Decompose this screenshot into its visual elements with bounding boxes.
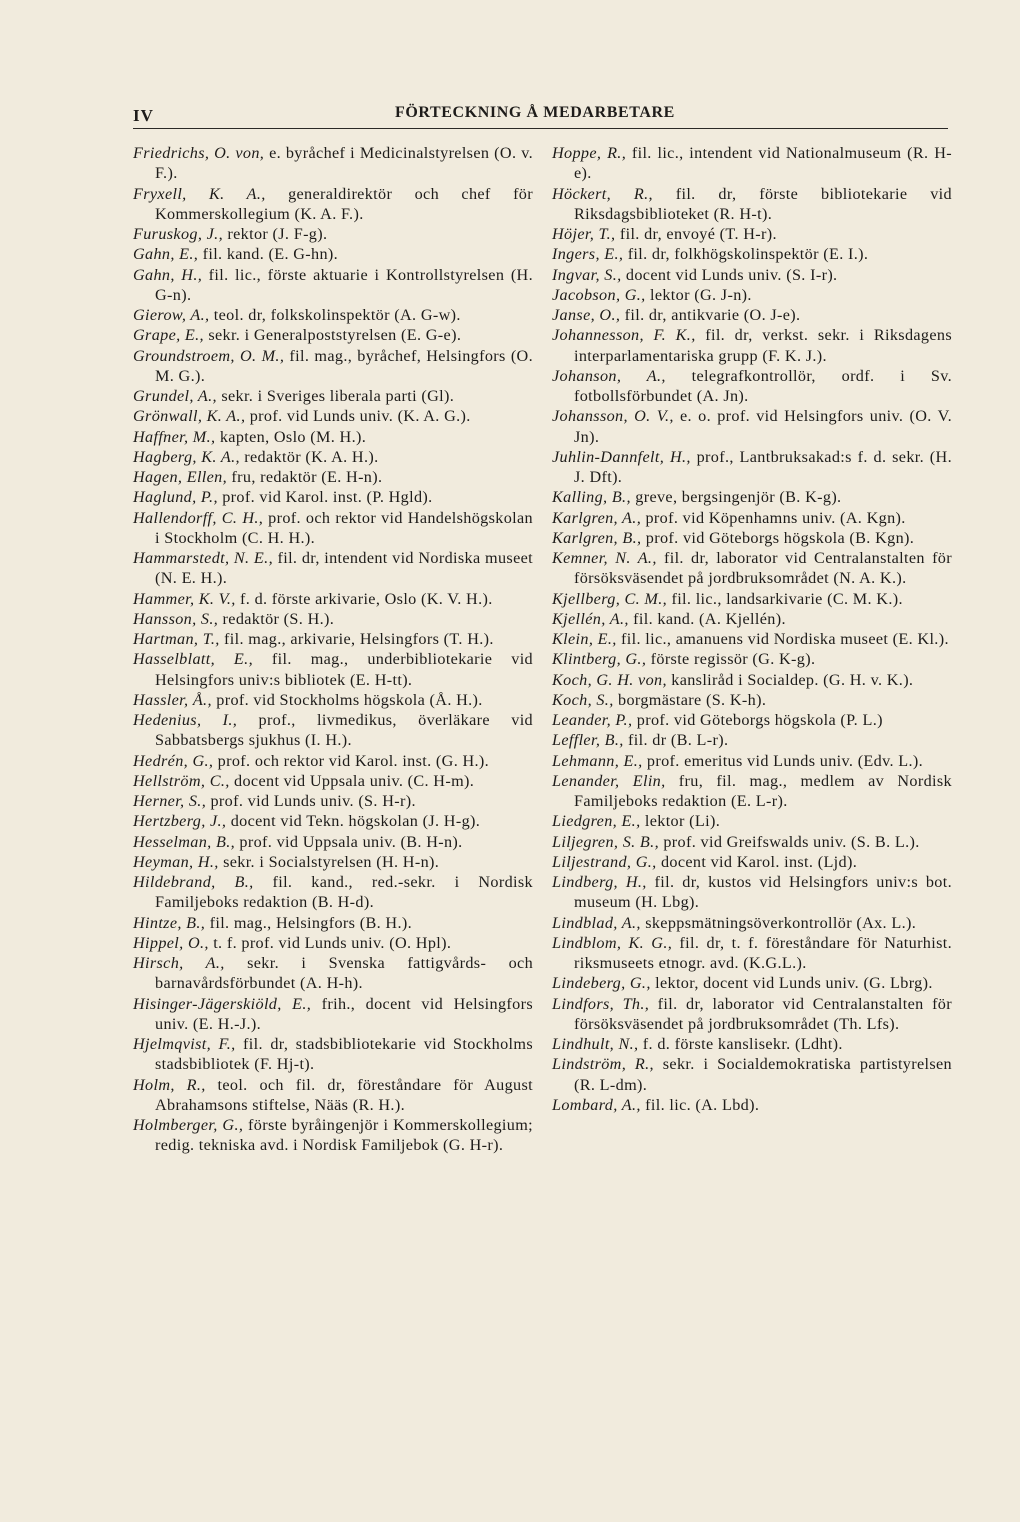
contributor-details: prof. vid Lunds univ. (K. A. G.). [245, 407, 471, 426]
contributor-details: lektor (Li). [640, 812, 721, 831]
contributor-entry [552, 649, 952, 669]
contributor-name: Liljestrand, G., [552, 852, 657, 871]
contributor-details: prof., Lantbruksakad:s f. d. sekr. (H. J. Dft). [574, 447, 952, 486]
contributor-details: prof. vid Göteborgs högskola (B. Kgn). [641, 528, 915, 547]
contributor-details: prof. vid Greifswalds univ. (S. B. L.). [658, 832, 920, 851]
contributor-name: Hasselblatt, E., [133, 650, 253, 669]
contributor-details: sekr. i Socialdemokratiska partistyrelsen (R. L-dm). [574, 1055, 952, 1094]
contributor-name: Kjellberg, C. M., [552, 589, 668, 608]
contributor-name: Gahn, H., [133, 265, 203, 284]
contributor-entry [133, 406, 533, 426]
contributor-name: Kemner, N. A., [552, 549, 657, 567]
contributor-name: Hertzberg, J., [133, 812, 227, 831]
contributor-entry [133, 609, 533, 629]
contributor-details: redaktör (S. H.). [218, 609, 335, 628]
contributor-entry [552, 143, 952, 184]
contributor-details: fil. dr, intendent vid Nordiska museet (N. E. H.). [155, 549, 533, 588]
page-number: IV [133, 106, 154, 125]
contributor-entry [552, 508, 952, 528]
contributor-details: fil. dr, laborator vid Centralanstalten för försöksväsendet på jordbruksområdet (Th. Lfs). [574, 994, 952, 1033]
contributor-details: fil. dr, antikvarie (O. J-e). [620, 306, 801, 324]
contributor-entry [133, 325, 533, 345]
contributor-name: Hedenius, I., [133, 711, 238, 729]
contributor-name: Hagberg, K. A., [133, 447, 240, 466]
contributor-entry [133, 508, 533, 549]
contributor-details: prof. vid Göteborgs högskola (P. L.) [632, 711, 883, 729]
contributor-name: Koch, G. H. von, [552, 670, 667, 689]
contributor-name: Leffler, B., [552, 731, 624, 750]
right-column [552, 143, 952, 1115]
contributor-name: Ingers, E., [552, 245, 624, 264]
contributor-name: Ingvar, S., [552, 265, 622, 284]
contributor-entry [133, 548, 533, 589]
contributor-name: Karlgren, B., [552, 528, 642, 547]
contributor-entry [133, 649, 533, 690]
contributor-entry [133, 244, 533, 264]
contributor-entry [552, 994, 952, 1035]
contributor-entry [133, 872, 533, 913]
contributor-entry [552, 852, 952, 872]
contributor-entry [552, 690, 952, 710]
contributor-details: fil. dr, kustos vid Helsingfors univ:s bot. museum (H. Lbg). [574, 873, 952, 912]
contributor-details: prof. emeritus vid Lunds univ. (Edv. L.). [642, 751, 924, 770]
contributor-entry [552, 730, 952, 750]
contributor-name: Grape, E., [133, 326, 204, 345]
left-column [133, 143, 533, 1156]
contributor-name: Gierow, A., [133, 306, 210, 324]
contributor-name: Hirsch, A., [133, 954, 225, 972]
contributor-entry [133, 305, 533, 325]
contributor-entry [133, 629, 533, 649]
contributor-details: prof. vid Lunds univ. (S. H-r). [206, 792, 416, 810]
contributor-name: Janse, O., [552, 306, 621, 324]
contributor-entry [133, 791, 533, 811]
contributor-details: kanslіråd i Socialdep. (G. H. v. K.). [666, 670, 914, 689]
contributor-details: prof. vid Köpenhamns univ. (A. Kgn). [641, 508, 906, 527]
contributor-name: Hartman, T., [133, 630, 220, 648]
contributor-entry [133, 710, 533, 751]
contributor-details: teol. dr, folkskolinspektör (A. G-w). [209, 306, 461, 324]
contributor-name: Hammer, K. V., [133, 589, 236, 608]
contributor-details: fil. mag., byråchef, Helsingfors (O. M. G.). [155, 346, 533, 385]
contributor-details: fil. mag., arkivarie, Helsingfors (T. H.). [219, 630, 494, 648]
contributor-details: förste byråingenjör i Kommerskollegium; redig. tekniska avd. i Nordisk Familjebok (G. H-r). [155, 1116, 534, 1155]
contributor-name: Friedrichs, O. von, [133, 144, 265, 162]
contributor-name: Johansson, O. V., [552, 407, 674, 426]
contributor-entry [552, 184, 952, 225]
contributor-name: Hjelmqvist, F., [133, 1035, 236, 1053]
contributor-entry [552, 913, 952, 933]
contributor-name: Lenander, Elin, [552, 771, 666, 790]
contributor-details: fil. dr, t. f. föreståndare för Naturhist. riksmuseets etnogr. avd. (K.G.L.). [574, 933, 952, 972]
contributor-details: fil. dr, envoyé (T. H-r). [615, 225, 777, 243]
contributor-name: Klintberg, G., [552, 650, 647, 669]
contributor-entry [133, 1034, 533, 1075]
contributor-entry [552, 609, 952, 629]
contributor-name: Lindfors, Th., [552, 994, 650, 1013]
contributor-name: Grönwall, K. A., [133, 407, 246, 426]
contributor-details: fil. lic., amanuens vid Nordiska museet (E. Kl.). [616, 630, 949, 648]
contributor-name: Gahn, E., [133, 245, 199, 264]
contributor-details: fru, fil. mag., medlem av Nordisk Familjeboks redaktion (E. L-r). [574, 771, 952, 810]
contributor-details: f. d. förste arkivarie, Oslo (K. V. H.). [235, 589, 493, 608]
contributor-name: Furuskog, J., [133, 225, 223, 243]
contributor-name: Haglund, P., [133, 488, 218, 507]
contributor-name: Karlgren, A., [552, 508, 642, 527]
contributor-name: Grundel, A., [133, 387, 217, 405]
contributor-name: Höckert, R., [552, 184, 653, 203]
contributor-entry [552, 629, 952, 649]
contributor-entry [133, 143, 533, 184]
contributor-details: redaktör (K. A. H.). [239, 447, 379, 466]
contributor-details: fil. dr, förste bibliotekarie vid Riksdagsbiblioteket (R. H-t). [574, 184, 952, 223]
contributor-entry [133, 184, 533, 225]
contributor-entry [133, 811, 533, 831]
contributor-entry [552, 244, 952, 264]
contributor-entry [133, 913, 533, 933]
contributor-name: Johanson, A., [552, 366, 666, 385]
contributor-entry [133, 386, 533, 406]
contributor-details: prof. och rektor vid Handelshögskolan i Stockholm (C. H. H.). [155, 508, 533, 547]
contributor-entry [133, 427, 533, 447]
contributor-name: Jacobson, G., [552, 285, 646, 304]
contributor-name: Hammarstedt, N. E., [133, 549, 273, 567]
contributor-name: Lindström, R., [552, 1055, 654, 1074]
contributor-entry [133, 933, 533, 953]
contributor-details: skeppsmätningsöverkontrollör (Ax. L.). [640, 913, 917, 932]
contributor-entry [552, 670, 952, 690]
contributor-details: fil. lic. (A. Lbd). [640, 1095, 760, 1114]
contributor-entry [552, 406, 952, 447]
contributor-name: Hildebrand, B., [133, 873, 254, 891]
contributor-details: borgmästare (S. K-h). [613, 690, 767, 709]
contributor-entry [133, 1115, 533, 1156]
contributor-details: fil. dr, verkst. sekr. i Riksdagens interparlamentariska grupp (F. K. J.). [574, 326, 953, 365]
contributor-entry [552, 305, 952, 325]
contributor-details: fil. mag., underbibliotekarie vid Helsingfors univ:s bibliotek (E. H-tt). [155, 650, 533, 689]
contributor-details: teol. och fil. dr, föreståndare för August Abrahamsons stiftelse, Nääs (R. H.). [155, 1075, 533, 1114]
contributor-name: Holmberger, G., [133, 1116, 244, 1134]
contributor-entry [552, 710, 952, 730]
contributor-name: Heyman, H., [133, 852, 219, 871]
contributor-details: fil. kand. (E. G-hn). [198, 245, 339, 264]
contributor-name: Lindeberg, G., [552, 974, 651, 993]
contributor-entry [133, 771, 533, 791]
contributor-name: Lindhult, N., [552, 1035, 639, 1053]
contributor-name: Klein, E., [552, 630, 617, 648]
contributor-details: fil. kand., red.-sekr. i Nordisk Familjeboks redaktion (B. H-d). [155, 873, 533, 912]
contributor-entry [552, 224, 952, 244]
contributor-name: Lehmann, E., [552, 751, 643, 770]
contributor-name: Groundstroem, O. M., [133, 346, 285, 365]
contributor-name: Hansson, S., [133, 609, 219, 628]
contributor-details: fru, redaktör (E. H-n). [227, 468, 383, 486]
contributor-entry [552, 528, 952, 548]
contributor-entry [552, 487, 952, 507]
contributor-details: generaldirektör och chef för Kommerskollegium (K. A. F.). [155, 184, 533, 223]
contributor-details: fil. dr, folkhögskolinspektör (E. I.). [623, 245, 869, 264]
contributor-entry [133, 690, 533, 710]
contributor-name: Liljegren, S. B., [552, 832, 659, 851]
contributor-name: Lindblad, A., [552, 913, 641, 932]
contributor-details: prof. vid Karol. inst. (P. Hgld). [217, 488, 433, 507]
contributor-entry [552, 548, 952, 589]
contributor-entry [133, 487, 533, 507]
contributor-name: Fryxell, K. A., [133, 184, 266, 203]
contributor-entry [552, 1034, 952, 1054]
contributor-entry [552, 325, 952, 366]
contributor-entry [133, 1075, 533, 1116]
contributor-name: Hagen, Ellen, [133, 468, 228, 486]
contributor-name: Hesselman, B., [133, 832, 236, 851]
contributor-details: docent vid Lunds univ. (S. I-r). [621, 265, 838, 284]
contributor-name: Lombard, A., [552, 1095, 641, 1114]
contributor-name: Kalling, B., [552, 488, 631, 507]
contributor-details: fil. mag., Helsingfors (B. H.). [205, 913, 412, 932]
contributor-entry [552, 832, 952, 852]
contributor-entry [133, 751, 533, 771]
contributor-entry [133, 832, 533, 852]
contributor-details: fil. dr, stadsbibliotekarie vid Stockholms stadsbibliotek (F. Hj-t). [155, 1035, 533, 1074]
contributor-details: sekr. i Generalpoststyrelsen (E. G-e). [203, 326, 462, 345]
contributor-details: förste regissör (G. K-g). [646, 650, 816, 669]
contributor-details: fil. kand. (A. Kjellén). [628, 609, 786, 628]
contributor-details: prof., livmedikus, överläkare vid Sabbatsbergs sjukhus (I. H.). [155, 711, 533, 750]
contributor-entry [552, 285, 952, 305]
contributor-entry [133, 953, 533, 994]
contributor-name: Juhlin-Dannfelt, H., [552, 447, 691, 466]
running-title: FÖRTECKNING Å MEDARBETARE [395, 104, 675, 121]
contributor-name: Johannesson, F. K., [552, 326, 696, 345]
contributor-details: greve, bergsingenjör (B. K-g). [630, 488, 842, 507]
contributor-details: kapten, Oslo (M. H.). [215, 427, 367, 446]
contributor-details: e. o. prof. vid Helsingfors univ. (O. V. Jn). [574, 407, 952, 446]
contributor-entry [133, 589, 533, 609]
contributor-details: sekr. i Sveriges liberala parti (Gl). [216, 387, 455, 405]
contributor-name: Hellström, C., [133, 771, 230, 790]
contributor-details: sekr. i Socialstyrelsen (H. H-n). [218, 852, 440, 871]
contributor-name: Lindblom, K. G., [552, 933, 673, 952]
contributor-name: Hintze, B., [133, 913, 206, 932]
contributor-entry [133, 346, 533, 387]
contributor-entry [552, 366, 952, 407]
contributor-entry [552, 447, 952, 488]
contributor-details: fil. dr, laborator vid Centralanstalten för försöksväsendet på jordbruksområdet (N. A. K.). [574, 549, 952, 588]
contributor-details: t. f. prof. vid Lunds univ. (O. Hpl). [208, 933, 452, 952]
contributor-details: docent vid Tekn. högskolan (J. H-g). [226, 812, 481, 831]
contributor-name: Lindberg, H., [552, 873, 647, 891]
contributor-entry [552, 973, 952, 993]
contributor-details: lektor (G. J-n). [645, 285, 752, 304]
contributor-name: Hassler, Å., [133, 690, 212, 709]
contributor-name: Kjellén, A., [552, 609, 629, 628]
contributor-details: fil. lic., intendent vid Nationalmuseum (R. H-e). [574, 144, 952, 183]
contributor-name: Holm, R., [133, 1075, 206, 1094]
contributor-details: rektor (J. F-g). [222, 225, 328, 243]
contributor-entry [552, 1054, 952, 1095]
contributor-details: docent vid Uppsala univ. (C. H-m). [229, 771, 475, 790]
contributor-name: Hallendorff, C. H., [133, 508, 264, 527]
contributor-details: prof. vid Uppsala univ. (B. H-n). [235, 832, 463, 851]
contributor-details: fil. lic., förste aktuarie i Kontrollstyrelsen (H. G-n). [155, 265, 533, 304]
contributor-entry [552, 933, 952, 974]
contributor-entry [133, 224, 533, 244]
contributor-name: Hippel, O., [133, 933, 209, 952]
contributor-details: docent vid Karol. inst. (Ljd). [656, 852, 858, 871]
contributor-entry [133, 265, 533, 306]
contributor-details: f. d. förste kanslisekr. (Ldht). [638, 1035, 843, 1053]
contributor-name: Haffner, M., [133, 427, 216, 446]
contributor-details: fil. dr (B. L-r). [623, 731, 729, 750]
contributor-entry [552, 771, 952, 812]
contributor-name: Hoppe, R., [552, 144, 627, 162]
contributor-name: Koch, S., [552, 690, 614, 709]
contributor-name: Hisinger-Jägerskiöld, E., [133, 994, 312, 1013]
contributor-details: telegrafkontrollör, ordf. i Sv. fotbollsförbundet (A. Jn). [574, 366, 952, 405]
contributor-entry [552, 265, 952, 285]
contributor-name: Höjer, T., [552, 225, 616, 243]
contributor-details: lektor, docent vid Lunds univ. (G. Lbrg). [650, 974, 933, 993]
contributor-name: Liedgren, E., [552, 812, 641, 831]
contributor-details: prof. och rektor vid Karol. inst. (G. H.). [213, 751, 490, 770]
contributor-entry [133, 994, 533, 1035]
contributor-entry [552, 1095, 952, 1115]
contributor-details: fil. lic., landsarkivarie (C. M. K.). [667, 589, 903, 608]
contributor-entry [133, 467, 533, 487]
contributor-name: Leander, P., [552, 711, 633, 729]
running-header [133, 102, 948, 129]
contributor-entry [552, 589, 952, 609]
contributor-details: sekr. i Svenska fattigvårds- och barnavårdsförbundet (A. H-h). [155, 954, 534, 993]
contributor-entry [552, 872, 952, 913]
contributor-details: e. byråchef i Medicinalstyrelsen (O. v. F.). [155, 144, 533, 183]
contributor-name: Herner, S., [133, 792, 207, 810]
contributor-entry [133, 447, 533, 467]
contributor-entry [133, 852, 533, 872]
contributor-details: frih., docent vid Helsingfors univ. (E. H.-J.). [155, 994, 533, 1033]
contributor-details: prof. vid Stockholms högskola (Å. H.). [211, 690, 483, 709]
contributor-entry [552, 811, 952, 831]
contributor-name: Hedrén, G., [133, 751, 214, 770]
contributor-entry [552, 751, 952, 771]
